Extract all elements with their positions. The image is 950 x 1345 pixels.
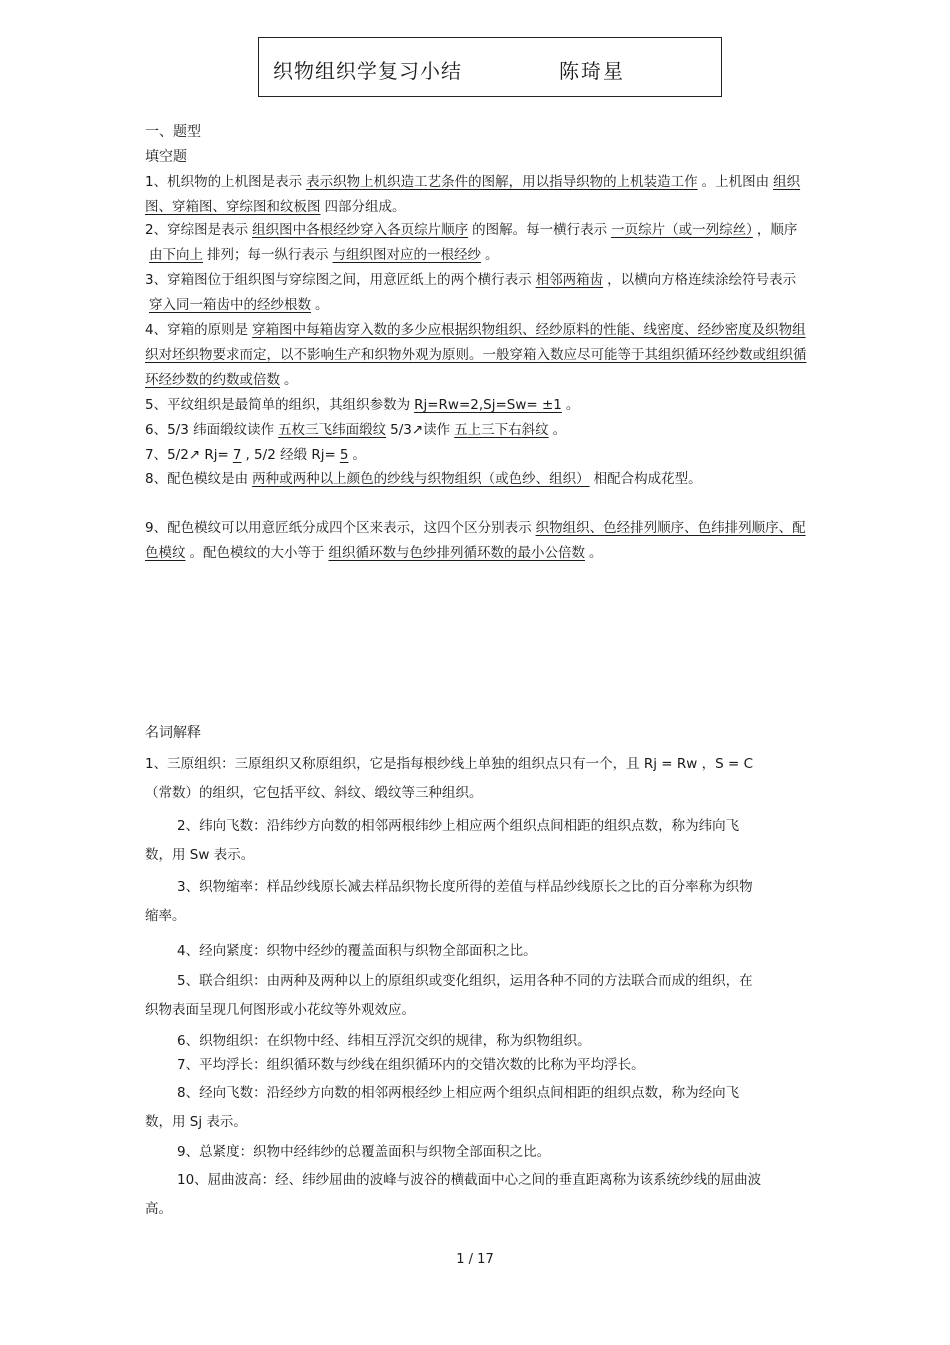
question-text: 的图解。每一横行表示 <box>472 222 608 238</box>
fill-question <box>145 218 807 268</box>
fill-question <box>145 467 807 492</box>
question-text: ，顺序 <box>756 222 798 238</box>
blank-answer: 穿入同一箱齿中的经纱根数 <box>149 297 311 313</box>
fill-question <box>145 268 807 318</box>
blank-answer: 组织图、穿箱图、穿综图和纹板图 <box>145 174 801 215</box>
definition-item: 8、经向飞数：沿经纱方向数的相邻两根经纱上相应两个组织点间相距的组织点数，称为经向飞数，用 Sj 表示。 <box>145 1085 740 1130</box>
question-text: 3、穿箱图位于组织图与穿综图之间，用意匠纸上的两个横行表示 <box>145 272 532 288</box>
question-text: 4、穿箱的原则是 <box>145 322 249 338</box>
question-text: 。 <box>589 545 603 561</box>
title-box <box>258 37 722 97</box>
subheading-fill-in-blank: 填空题 <box>145 149 187 165</box>
question-text: 7、5/2↗ Rj= <box>145 447 229 463</box>
blank-answer: 五上三下右斜纹 <box>454 422 549 438</box>
blank-answer: 织物组织、色经排列顺序、色纬排列顺序、配色模纹 <box>145 520 806 561</box>
question-text: 。 <box>485 247 499 263</box>
question-text: 1、机织物的上机图是表示 <box>145 174 303 190</box>
question-text: 6、5/3 纬面缎纹读作 <box>145 422 275 438</box>
question-text: 2、穿综图是表示 <box>145 222 249 238</box>
blank-answer: 由下向上 <box>149 247 203 263</box>
fill-question <box>145 443 807 468</box>
question-text: 。 <box>352 447 366 463</box>
definition-item: 5、联合组织：由两种及两种以上的原组织或变化组织，运用各种不同的方法联合而成的组织，在织物表面呈现几何图形或小花纹等外观效应。 <box>145 973 753 1018</box>
question-text: 相配合构成花型。 <box>593 471 702 487</box>
blank-answer: 两种或两种以上颜色的纱线与织物组织（或色纱、组织） <box>252 471 590 487</box>
blank-answer: 相邻两箱齿 <box>535 272 604 288</box>
question-text: 8、配色模纹是由 <box>145 471 249 487</box>
question-text: 5/3↗读作 <box>390 422 451 438</box>
definition-item: 2、纬向飞数：沿纬纱方向数的相邻两根纬纱上相应两个组织点间相距的组织点数，称为纬向飞数，用 Sw 表示。 <box>145 818 740 863</box>
definition-item: 3、织物缩率：样品纱线原长减去样品织物长度所得的差值与样品纱线原长之比的百分率称为织物缩率。 <box>145 879 753 924</box>
page-number: 1 / 17 <box>456 1252 494 1267</box>
blank-answer: 穿箱图中每箱齿穿入数的多少应根据织物组织、经纱原料的性能、线密度、经纱密度及织物组织对坯织物要求而定，以不影响生产和织物外观为原则。一般穿箱入数应尽可能等于其组织循环经纱数或组织循环经纱数的约数或倍数 <box>145 322 807 388</box>
document-author: 陈琦星 <box>559 59 625 83</box>
fill-question <box>145 393 807 418</box>
section-heading-question-types: 一、题型 <box>145 124 201 140</box>
definition-item: 10、屈曲波高：经、纬纱屈曲的波峰与波谷的横截面中心之间的垂直距离称为该系统纱线的屈曲波高。 <box>145 1172 762 1217</box>
question-text: 5、平纹组织是最简单的组织，其组织参数为 <box>145 397 411 413</box>
document-title: 织物组织学复习小结 <box>273 59 462 83</box>
blank-answer: 7 <box>232 447 242 463</box>
definition-item: 9、总紧度：织物中经纬纱的总覆盖面积与织物全部面积之比。 <box>177 1144 551 1160</box>
section-heading-definitions: 名词解释 <box>145 725 201 741</box>
blank-answer: 一页综片（或一列综丝） <box>611 222 753 238</box>
blank-answer: 组织循环数与色纱排列循环数的最小公倍数 <box>328 545 585 561</box>
blank-answer: 组织图中各根经纱穿入各页综片顺序 <box>252 222 469 238</box>
blank-answer: 五枚三飞纬面缎纹 <box>278 422 387 438</box>
definition-item: 4、经向紧度：织物中经纱的覆盖面积与织物全部面积之比。 <box>177 943 537 959</box>
question-text: ，以横向方格连续涂绘符号表示 <box>607 272 797 288</box>
definition-item: 6、织物组织：在织物中经、纬相互浮沉交织的规律，称为织物组织。 <box>177 1033 591 1049</box>
question-text: 四部分组成。 <box>324 199 406 215</box>
question-text: , 5/2 经缎 Rj= <box>245 447 336 463</box>
question-text: 。 <box>284 372 298 388</box>
question-text: 。 <box>565 397 580 413</box>
fill-question <box>145 170 807 220</box>
question-text: 排列；每一纵行表示 <box>207 247 329 263</box>
definition-item: 7、平均浮长：组织循环数与纱线在组织循环内的交错次数的比称为平均浮长。 <box>177 1057 645 1073</box>
question-text: 9、配色模纹可以用意匠纸分成四个区来表示，这四个区分别表示 <box>145 520 532 536</box>
fill-question <box>145 418 807 443</box>
question-text: 。上机图由 <box>701 174 770 190</box>
question-text: 。配色模纹的大小等于 <box>189 545 325 561</box>
blank-answer: Rj=Rw=2,Sj=Sw= ±1 <box>414 397 562 413</box>
question-text: 。 <box>552 422 567 438</box>
definition-item: 1、三原组织：三原组织又称原组织，它是指每根纱线上单独的组织点只有一个，且 Rj = Rw ，S = C（常数）的组织，它包括平纹、斜纹、缎纹等三种组织。 <box>145 756 754 801</box>
blank-answer: 5 <box>339 447 349 463</box>
fill-question <box>145 318 807 393</box>
question-text: 。 <box>315 297 329 313</box>
blank-answer: 与组织图对应的一根经纱 <box>332 247 481 263</box>
blank-answer: 表示织物上机织造工艺条件的图解，用以指导织物的上机装造工作 <box>306 174 698 190</box>
fill-question <box>145 516 807 566</box>
